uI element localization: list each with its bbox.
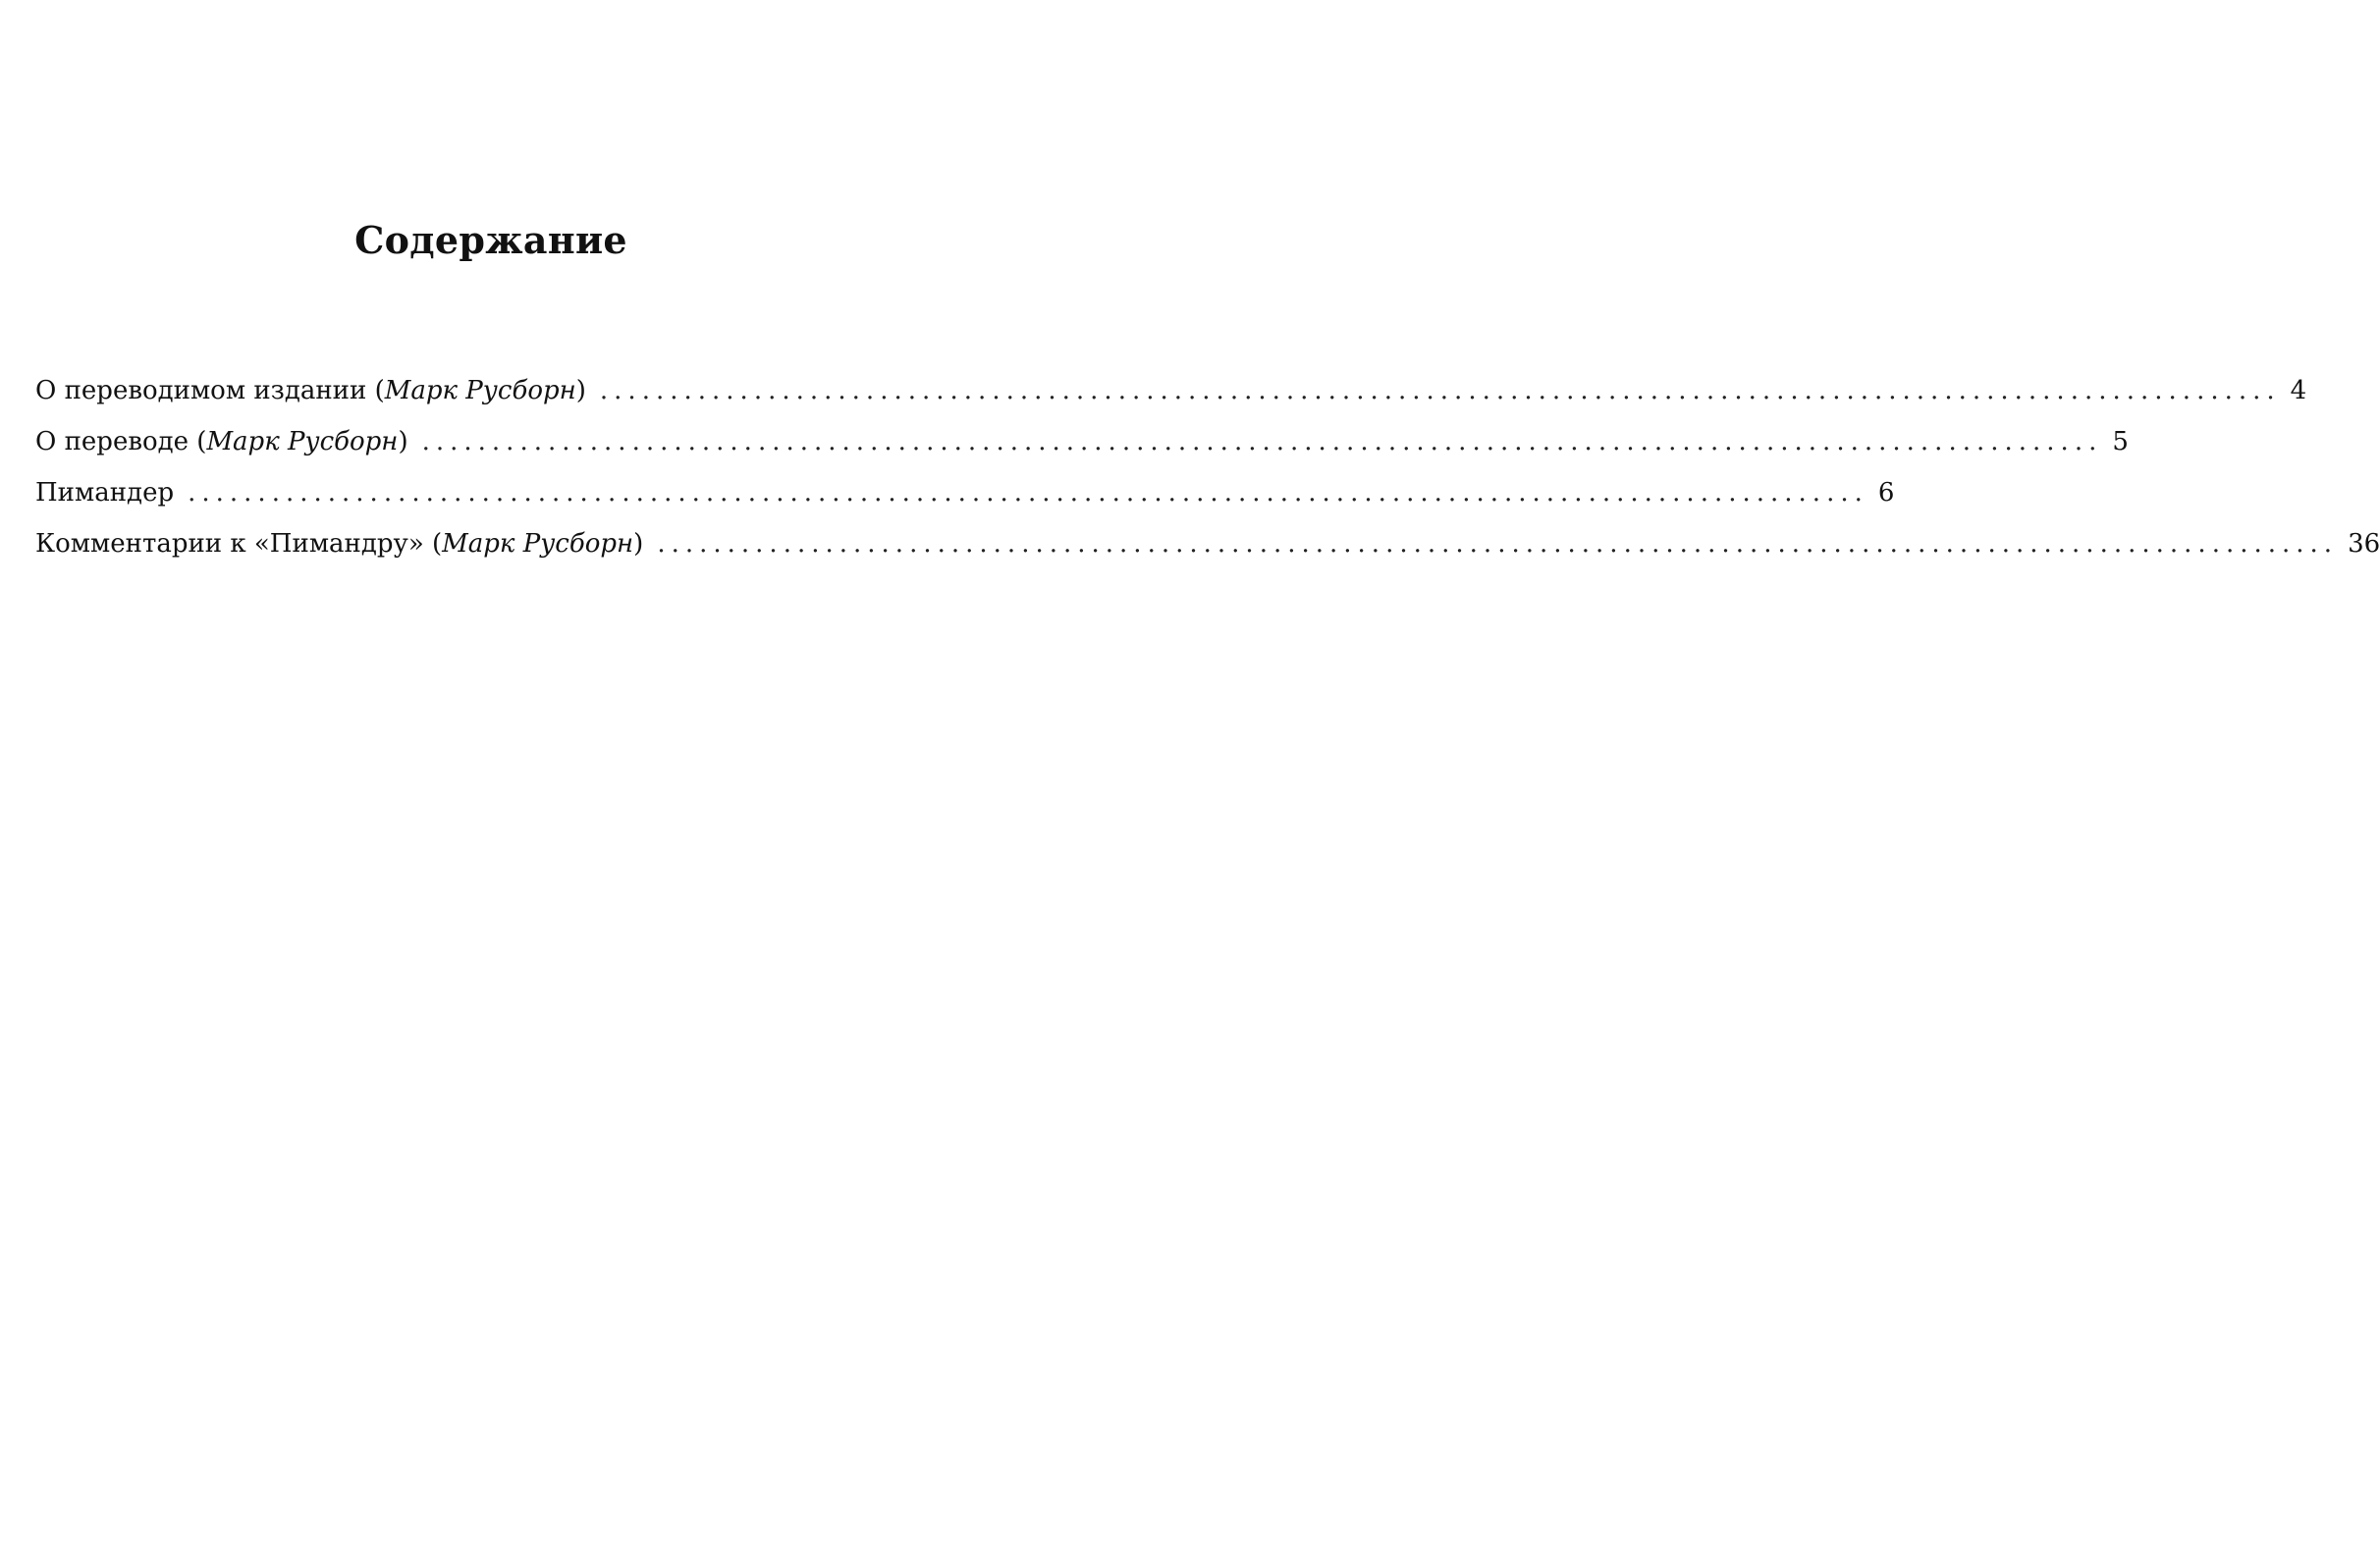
table-of-contents [35, 371, 2380, 575]
toc-page-number: 6 [1877, 478, 1895, 508]
toc-entry-author: Марк Русборн [442, 529, 634, 559]
toc-entry-text [35, 422, 408, 461]
toc-entry-open-paren: ( [432, 529, 443, 559]
toc-page-number: 36 [2348, 529, 2380, 559]
toc-entry-text [35, 473, 174, 512]
toc-entry-title: Комментарии к «Пимандру» [35, 529, 432, 559]
toc-entry-close-paren: ) [575, 376, 586, 405]
toc-entry-text [35, 371, 586, 410]
toc-entry-open-paren: ( [374, 376, 385, 405]
dot-leader: ........................................................................................................................ [599, 376, 2281, 405]
toc-entry-title: О переводимом издании [35, 376, 375, 405]
toc-entry-author: Марк Русборн [384, 376, 576, 405]
toc-entry-close-paren: ) [633, 529, 644, 559]
dot-leader: ........................................................................................................................ [657, 529, 2339, 559]
toc-entry [35, 371, 2307, 422]
toc-entry-text [35, 524, 643, 563]
toc-entry-close-paren: ) [398, 427, 408, 456]
dot-leader: ........................................................................................................................ [421, 427, 2103, 456]
toc-entry-title: О переводе [35, 427, 197, 456]
toc-entry [35, 422, 2129, 473]
toc-page-number: 4 [2290, 376, 2307, 405]
toc-entry-open-paren: ( [196, 427, 207, 456]
toc-entry [35, 524, 2380, 575]
toc-page-number: 5 [2112, 427, 2129, 456]
dot-leader: ........................................................................................................................ [188, 478, 1868, 508]
toc-entry [35, 473, 1895, 524]
toc-entry-author: Марк Русборн [206, 427, 399, 456]
toc-entry-title: Пимандер [35, 478, 175, 508]
page-title: Содержание [354, 218, 627, 262]
